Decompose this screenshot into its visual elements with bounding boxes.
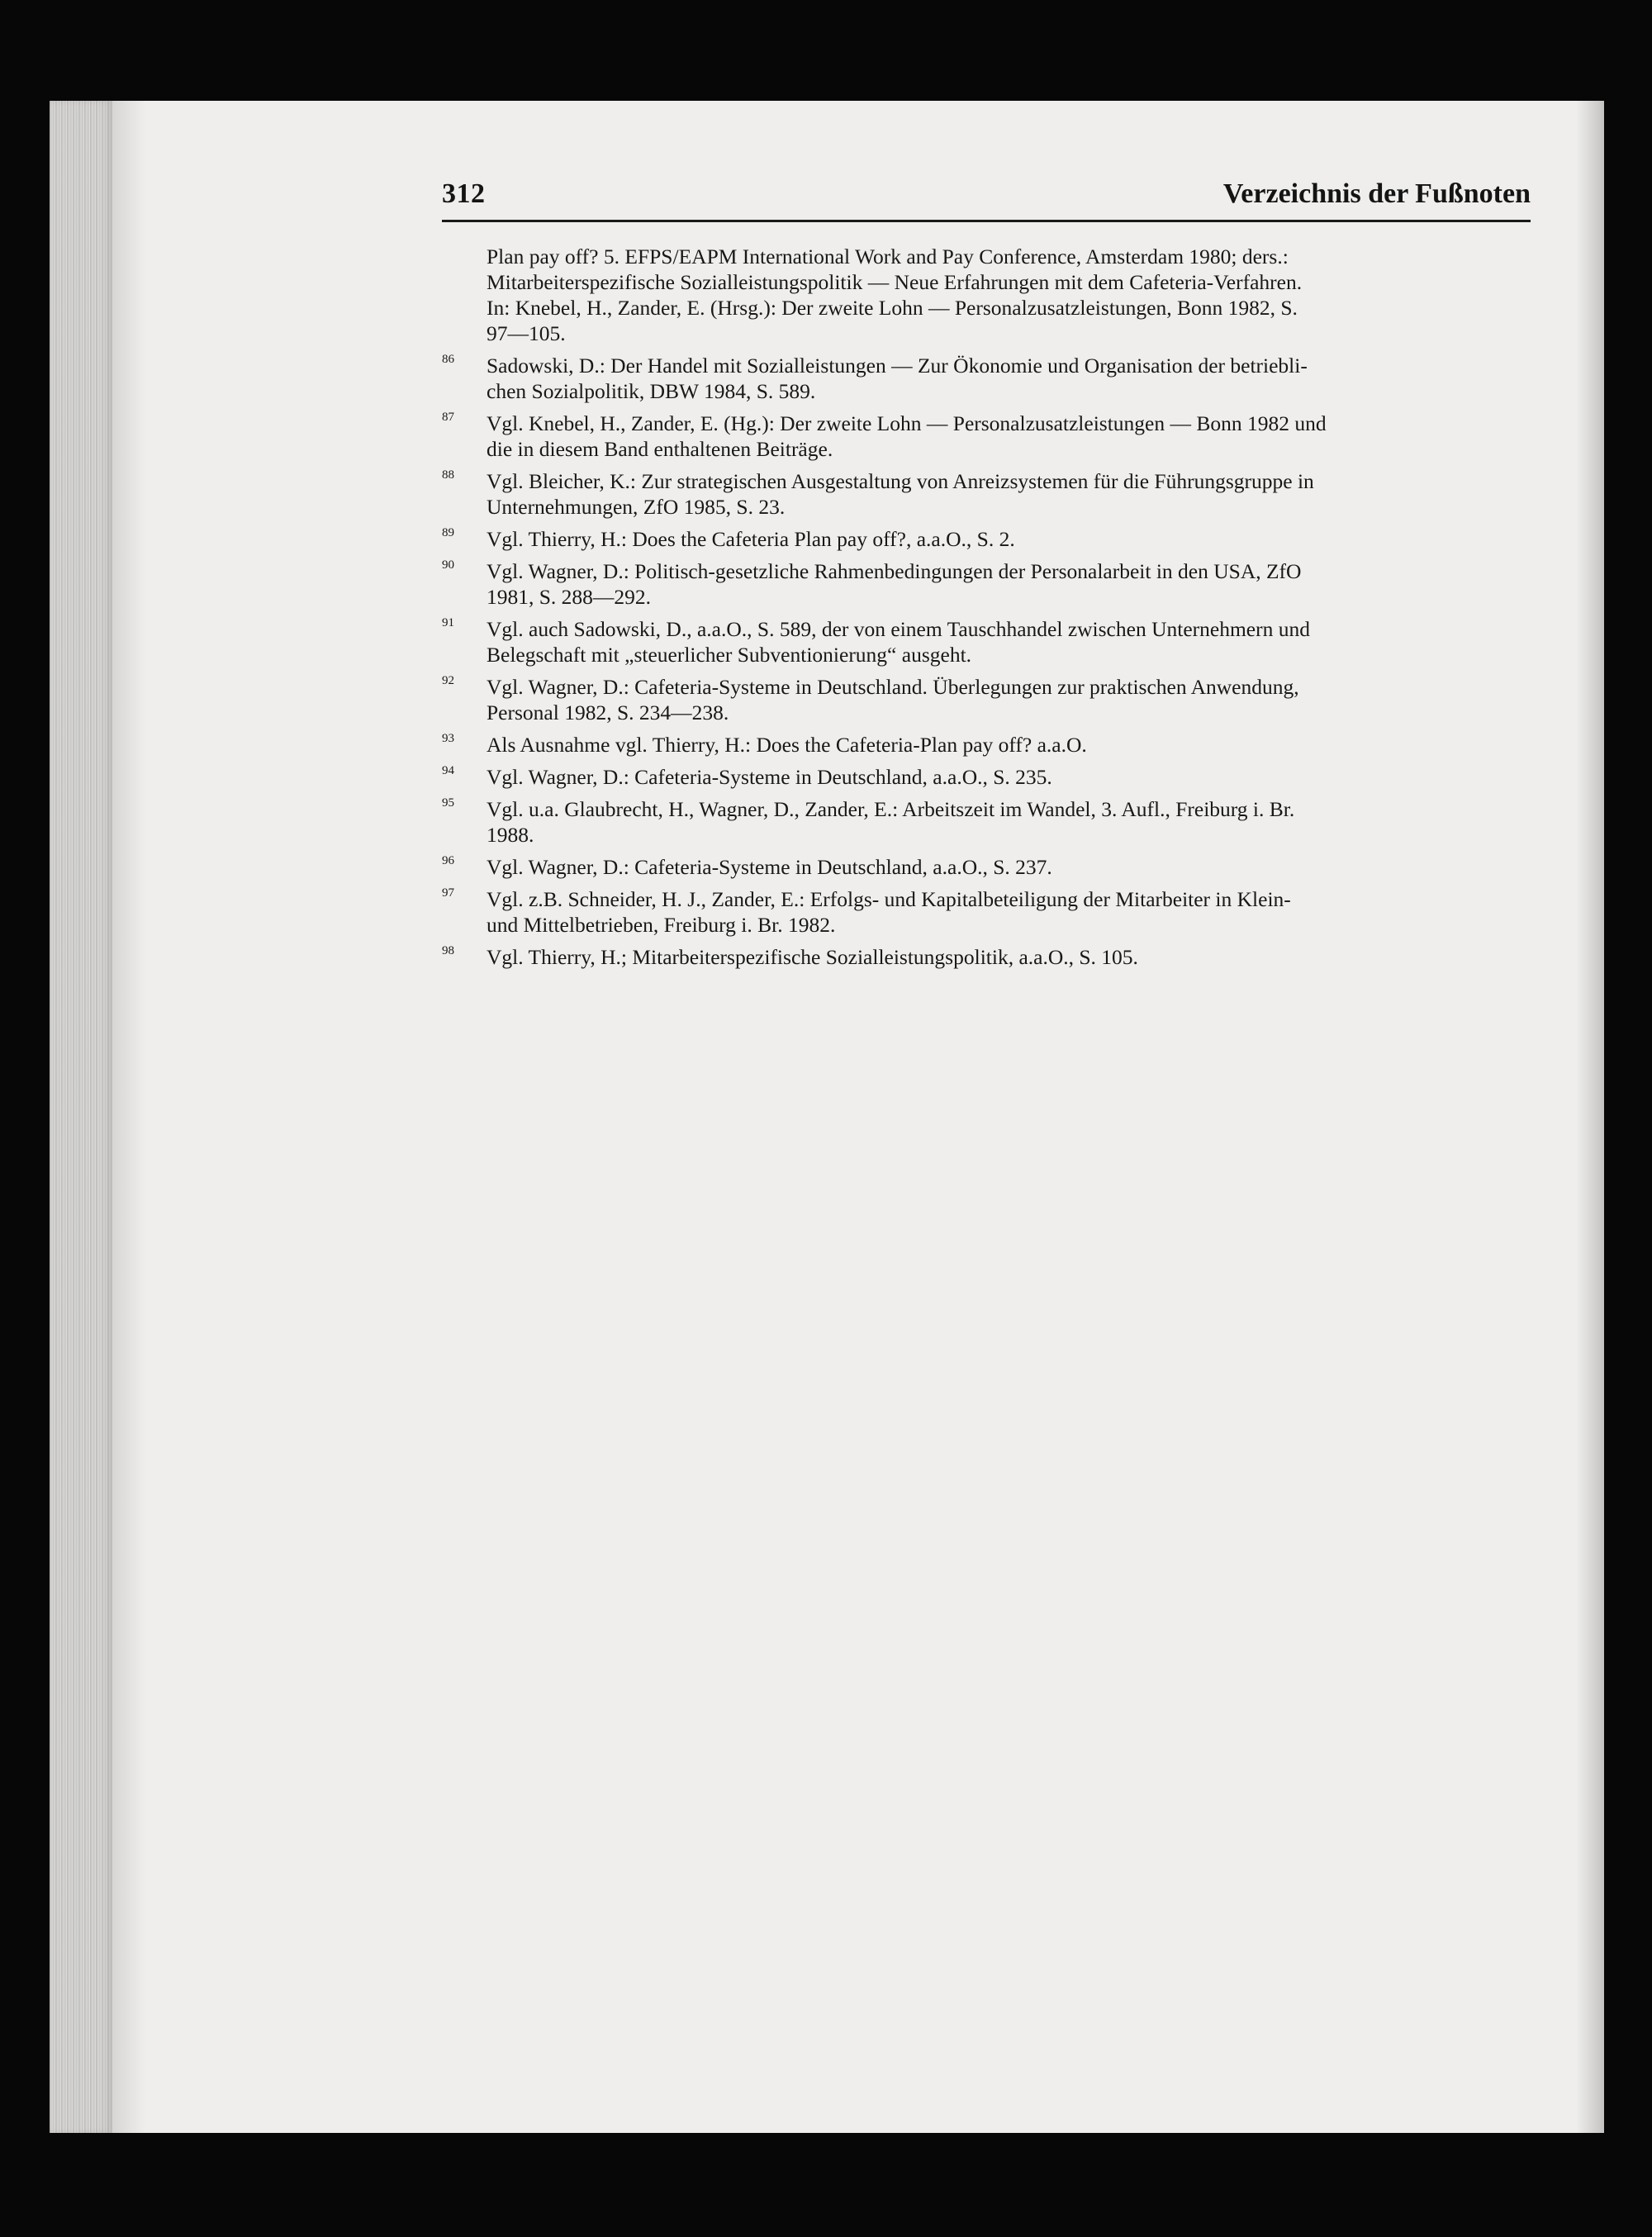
footnote-91: [442, 616, 1531, 667]
footnote-96: [442, 854, 1531, 880]
running-head: Verzeichnis der Fußnoten: [1222, 178, 1531, 209]
right-edge-shadow: [1576, 101, 1604, 2133]
footnote-number: 93: [442, 732, 454, 745]
footnote-89: [442, 526, 1531, 552]
footnote-line: Mitarbeiterspezifische Sozialleistungspolitik — Neue Erfahrungen mit dem Cafeteria-Verfahren.: [487, 270, 1303, 294]
footnote-line: die in diesem Band enthaltenen Beiträge.: [487, 437, 833, 461]
footnote-95: [442, 796, 1531, 848]
footnote-line: 97—105.: [487, 321, 566, 345]
footnote-line: und Mittelbetrieben, Freiburg i. Br. 1982.: [487, 913, 836, 937]
page-header: [442, 170, 1531, 222]
footnote-number: 89: [442, 526, 454, 539]
footnote-number: 95: [442, 796, 454, 810]
footnote-number: 90: [442, 558, 454, 572]
footnote-number: 91: [442, 616, 454, 629]
footnote-line: 1981, S. 288—292.: [487, 585, 652, 609]
footnote-92: [442, 674, 1531, 725]
footnote-number: 96: [442, 854, 454, 867]
gutter-shadow: [112, 101, 145, 2133]
footnote-line: Unternehmungen, ZfO 1985, S. 23.: [487, 495, 786, 519]
footnote-line: Vgl. Wagner, D.: Cafeteria-Systeme in Deutschland. Überlegungen zur praktischen Anwendung,: [487, 675, 1299, 699]
footnote-line: Personal 1982, S. 234—238.: [487, 701, 729, 724]
footnote-94: [442, 764, 1531, 790]
footnote-number: 92: [442, 674, 454, 687]
footnote-line: Vgl. Thierry, H.; Mitarbeiterspezifische Sozialleistungspolitik, a.a.O., S. 105.: [487, 945, 1138, 969]
footnote-line: Vgl. Knebel, H., Zander, E. (Hg.): Der zweite Lohn — Personalzusatzleistungen — Bonn 1982 und: [487, 411, 1327, 435]
footnote-number: 86: [442, 353, 454, 366]
footnote-line: Vgl. auch Sadowski, D., a.a.O., S. 589, der von einem Tauschhandel zwischen Unternehmern und: [487, 617, 1310, 641]
footnote-line: Vgl. Bleicher, K.: Zur strategischen Ausgestaltung von Anreizsystemen für die Führungsgruppe in: [487, 469, 1314, 493]
footnote-line: Belegschaft mit „steuerlicher Subventionierung“ ausgeht.: [487, 643, 972, 667]
footnote-number: 88: [442, 468, 454, 482]
footnote-line: Vgl. Thierry, H.: Does the Cafeteria Plan pay off?, a.a.O., S. 2.: [487, 527, 1015, 551]
footnote-number: 94: [442, 764, 454, 777]
footnote-line: In: Knebel, H., Zander, E. (Hrsg.): Der zweite Lohn — Personalzusatzleistungen, Bonn 1982, S.: [487, 296, 1298, 320]
page-stack-edges: [50, 101, 112, 2133]
footnote-line: Vgl. u.a. Glaubrecht, H., Wagner, D., Zander, E.: Arbeitszeit im Wandel, 3. Aufl., Freiburg i. Br.: [487, 797, 1295, 821]
footnote-88: [442, 468, 1531, 520]
footnote-line: Vgl. z.B. Schneider, H. J., Zander, E.: Erfolgs- und Kapitalbeteiligung der Mitarbeiter in Klein-: [487, 887, 1291, 911]
footnote-line: Vgl. Wagner, D.: Cafeteria-Systeme in Deutschland, a.a.O., S. 235.: [487, 765, 1052, 789]
footnote-86: [442, 353, 1531, 404]
footnote-line: Als Ausnahme vgl. Thierry, H.: Does the Cafeteria-Plan pay off? a.a.O.: [487, 733, 1087, 757]
footnote-line: Vgl. Wagner, D.: Politisch-gesetzliche Rahmenbedingungen der Personalarbeit in den USA, ZfO: [487, 559, 1302, 583]
footnote-continuation: [442, 244, 1531, 346]
footnote-98: [442, 944, 1531, 970]
page-number: 312: [442, 178, 486, 209]
footnote-90: [442, 558, 1531, 610]
footnote-number: 97: [442, 886, 454, 900]
footnote-number: 98: [442, 944, 454, 957]
footnote-line: Vgl. Wagner, D.: Cafeteria-Systeme in Deutschland, a.a.O., S. 237.: [487, 855, 1052, 879]
footnote-line: Sadowski, D.: Der Handel mit Sozialleistungen — Zur Ökonomie und Organisation der betriebli-: [487, 354, 1308, 378]
footnote-line: Plan pay off? 5. EFPS/EAPM International Work and Pay Conference, Amsterdam 1980; ders.:: [487, 245, 1289, 268]
footnote-line: 1988.: [487, 823, 534, 847]
footnote-87: [442, 411, 1531, 462]
footnote-number: 87: [442, 411, 454, 424]
footnote-list: [442, 244, 1531, 976]
footnote-97: [442, 886, 1531, 938]
footnote-line: chen Sozialpolitik, DBW 1984, S. 589.: [487, 379, 816, 403]
footnote-93: [442, 732, 1531, 758]
